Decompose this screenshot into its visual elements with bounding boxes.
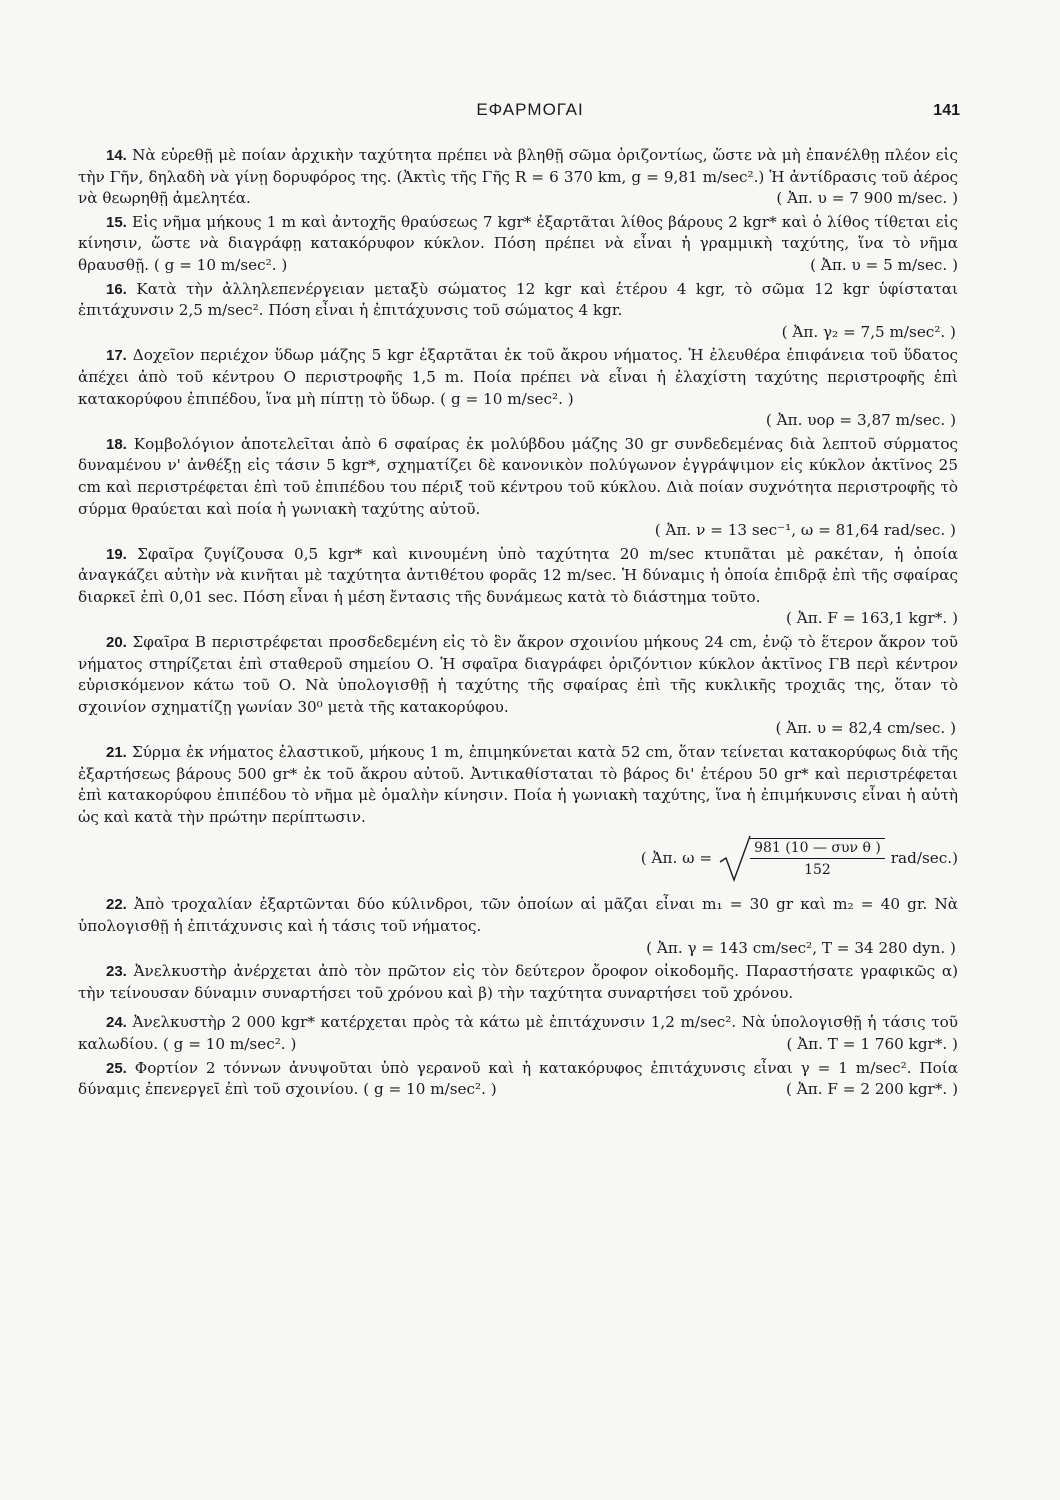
problem-21 (78, 742, 958, 884)
problem-number: 16. (106, 280, 127, 298)
problem-text: Κατὰ τὴν ἀλληλεπενέργειαν μεταξὺ σώματος 12 kgr καὶ ἑτέρου 4 kgr, τὸ σῶμα 12 kgr ὑφίσταται ἐπιτάχυνσιν 2,5 m/sec². Πόση εἶναι ἡ ἐπιτάχυνσις τοῦ σώματος 4 kgr. (78, 279, 959, 320)
problem-22 (78, 894, 958, 959)
radical-sign-icon (718, 834, 752, 882)
answer-formula (78, 834, 958, 884)
problem-number: 20. (106, 634, 127, 652)
formula-prefix: ( Ἀπ. ω = (640, 848, 713, 867)
problem-text: Σφαῖρα ζυγίζουσα 0,5 kgr* καὶ κινουμένη ὑπὸ ταχύτητα 20 m/sec κτυπᾶται μὲ ρακέταν, ἡ ὁποία ἀναγκάζει αὐτὴν νὰ κινῆται μὲ ταχύτητα ἀντιθέτου φορᾶς 12 m/sec. Ἡ δύναμις ἡ ὁποία ἐπιδρᾷ ἐπὶ τῆς σφαίρας διαρκεῖ ἐπὶ 0,01 sec. Πόση εἶναι ἡ μέση ἔντασις τῆς δυνάμεως κατὰ τὸ διάστημα τοῦτο. (78, 544, 959, 606)
problem-answer: ( Ἀπ. υ = 5 m/sec. ) (810, 255, 958, 274)
problem-text: Κομβολόγιον ἀποτελεῖται ἀπὸ 6 σφαίρας ἐκ μολύβδου μάζης 30 gr συνδεδεμένας διὰ λεπτοῦ σύρματος δυναμένου ν' ἀνθέξῃ εἰς τάσιν 5 kgr*, σχηματίζει δὲ κανονικὸν πολύγωνον ἐγγράψιμον εἰς κύκλον ἀκτῖνος 25 cm καὶ περιστρέφεται ἐπὶ τοῦ ἐπιπέδου του πέριξ τοῦ κέντρου τοῦ κύκλου. Διὰ ποίαν συχνότητα περιστροφῆς τὸ σύρμα θραύεται καὶ ποία ἡ γωνιακὴ ταχύτης αὐτοῦ. (78, 434, 958, 518)
problem-number: 22. (106, 896, 127, 914)
problem-19 (78, 544, 958, 630)
problem-15 (78, 212, 958, 277)
problem-text: Ἀνελκυστὴρ 2 000 kgr* κατέρχεται πρὸς τὰ κάτω μὲ ἐπιτάχυνσιν 1,2 m/sec². Νὰ ὑπολογισθῇ ἡ τάσις τοῦ καλωδίου. ( g = 10 m/sec². ) (78, 1013, 958, 1053)
problem-answer: ( Ἀπ. F = 163,1 kgr*. ) (786, 609, 958, 628)
problem-25 (78, 1058, 958, 1101)
problem-24 (78, 1012, 958, 1055)
problem-number: 24. (106, 1014, 127, 1032)
problem-number: 18. (106, 435, 127, 453)
problem-answer: ( Ἀπ. υ = 82,4 cm/sec. ) (775, 719, 956, 738)
problem-text: Σφαῖρα Β περιστρέφεται προσδεδεμένη εἰς τὸ ἓν ἄκρον σχοινίου μήκους 24 cm, ἐνῷ τὸ ἕτερον ἄκρον τοῦ νήματος στηρίζεται ἐπὶ σταθεροῦ σημείου Ο. Ἡ σφαῖρα διαγράφει ὁριζόντιον κύκλον ἀκτῖνος ΓΒ περὶ κέντρον εὑρισκόμενον κάτω τοῦ Ο. Νὰ ὑπολογισθῇ ἡ ταχύτης τῆς σφαίρας ἐπὶ τῆς κυκλικῆς τροχιᾶς της, ὅταν τὸ σχοινίον σχηματίζῃ γωνίαν 30⁰ μετὰ τῆς κατακορύφου. (78, 633, 959, 716)
problem-answer: ( Ἀπ. υ = 7 900 m/sec. ) (776, 189, 958, 208)
problem-17 (78, 345, 958, 431)
problem-number: 21. (106, 744, 127, 762)
problem-text: Δοχεῖον περιέχον ὕδωρ μάζης 5 kgr ἐξαρτᾶται ἐκ τοῦ ἄκρου νήματος. Ἡ ἐλευθέρα ἐπιφάνεια τοῦ ὕδατος ἀπέχει ἀπὸ τοῦ κέντρου Ο περιστροφῆς 1,5 m. Ποία πρέπει νὰ εἶναι ἡ ἐλαχίστη ταχύτης περιστροφῆς ἐπὶ κατακορύφου ἐπιπέδου, ἵνα μὴ πίπτῃ τὸ ὕδωρ. ( g = 10 m/sec². ) (78, 346, 959, 408)
problem-text: Νὰ εὑρεθῇ μὲ ποίαν ἀρχικὴν ταχύτητα πρέπει νὰ βληθῇ σῶμα ὁριζοντίως, ὥστε νὰ μὴ ἐπανέλθῃ πλέον εἰς τὴν Γῆν, δηλαδὴ νὰ γίνῃ δορυφόρος της. (Ἀκτὶς τῆς Γῆς R = 6 370 km, g = 9,81 m/sec².) Ἡ ἀντίδρασις τοῦ ἀέρος νὰ θεωρηθῇ ἀμελητέα. (78, 146, 958, 208)
running-header: ΕΦΑΡΜΟΓΑΙ (476, 100, 584, 119)
problem-answer: ( Ἀπ. ν = 13 sec⁻¹, ω = 81,64 rad/sec. ) (654, 521, 956, 540)
problem-text: Σύρμα ἐκ νήματος ἐλαστικοῦ, μήκους 1 m, ἐπιμηκύνεται κατὰ 52 cm, ὅταν τείνεται κατακορύφως διὰ τῆς ἐξαρτήσεως βάρους 500 gr* ἐκ τοῦ ἄκρου αὐτοῦ. Ἀντικαθίσταται τὸ βάρος δι' ἑτέρου 50 gr* καὶ περιστρέφεται ἐπὶ κατακορύφου ἐπιπέδου τὸ νῆμα μὲ ὁμαλὴν κίνησιν. Ποία ἡ γωνιακὴ ταχύτης, ἵνα ἡ ἐπιμήκυνσις εἶναι ἡ αὐτὴ ὡς καὶ κατὰ τὴν πρώτην περίπτωσιν. (78, 743, 958, 826)
problem-answer: ( Ἀπ. υορ = 3,87 m/sec. ) (765, 411, 956, 430)
problem-answer: ( Ἀπ. γ₂ = 7,5 m/sec². ) (781, 322, 956, 341)
problem-18 (78, 434, 958, 542)
fraction (750, 838, 885, 879)
problem-number: 19. (106, 545, 127, 563)
fraction-denominator: 152 (804, 861, 831, 878)
problem-16 (78, 279, 958, 344)
problem-number: 23. (106, 963, 127, 981)
problem-number: 25. (106, 1059, 127, 1077)
problem-answer: ( Ἀπ. γ = 143 cm/sec², T = 34 280 dyn. ) (646, 938, 956, 957)
problem-number: 15. (106, 213, 127, 231)
problem-text: Ἀπὸ τροχαλίαν ἐξαρτῶνται δύο κύλινδροι, τῶν ὁποίων αἱ μᾶζαι εἶναι m₁ = 30 gr καὶ m₂ = 40 gr. Νὰ ὑπολογισθῇ ἡ ἐπιτάχυνσις καὶ ἡ τάσις τοῦ νήματος. (78, 895, 958, 935)
problem-23 (78, 961, 958, 1004)
problem-number: 14. (106, 147, 127, 164)
problem-number: 17. (106, 347, 127, 365)
problem-answer: ( Ἀπ. T = 1 760 kgr*. ) (786, 1034, 958, 1053)
problem-text: Φορτίον 2 τόννων ἀνυψοῦται ὑπὸ γερανοῦ καὶ ἡ κατακόρυφος ἐπιτάχυνσις εἶναι γ = 1 m/sec². Ποία δύναμις ἐπενεργεῖ ἐπὶ τοῦ σχοινίου. ( g = 10 m/sec². ) (78, 1058, 959, 1099)
problem-text: Εἰς νῆμα μήκους 1 m καὶ ἀντοχῆς θραύσεως 7 kgr* ἐξαρτᾶται λίθος βάρους 2 kgr* καὶ ὁ λίθος τίθεται εἰς κίνησιν, ὥστε νὰ διαγράφῃ κατακόρυφον κύκλον. Πόση πρέπει νὰ εἶναι ἡ γραμμικὴ ταχύτης, ἵνα τὸ νῆμα θραυσθῇ. ( g = 10 m/sec². ) (78, 212, 959, 274)
square-root (718, 834, 885, 882)
problems-list (78, 145, 958, 1103)
fraction-numerator: 981 (10 — συν θ ) (750, 838, 885, 859)
formula-suffix: rad/sec.) (890, 848, 958, 867)
problem-14 (78, 145, 958, 210)
problem-answer: ( Ἀπ. F = 2 200 kgr*. ) (786, 1080, 958, 1099)
problem-20 (78, 632, 958, 740)
problem-text: Ἀνελκυστὴρ ἀνέρχεται ἀπὸ τὸν πρῶτον εἰς τὸν δεύτερον ὄροφον οἰκοδομῆς. Παραστήσατε γραφικῶς α) τὴν τείνουσαν δύναμιν συναρτήσει τοῦ χρόνου καὶ β) τὴν ταχύτητα συναρτήσει τοῦ χρόνου. (78, 962, 958, 1002)
page-number: 141 (933, 102, 960, 119)
